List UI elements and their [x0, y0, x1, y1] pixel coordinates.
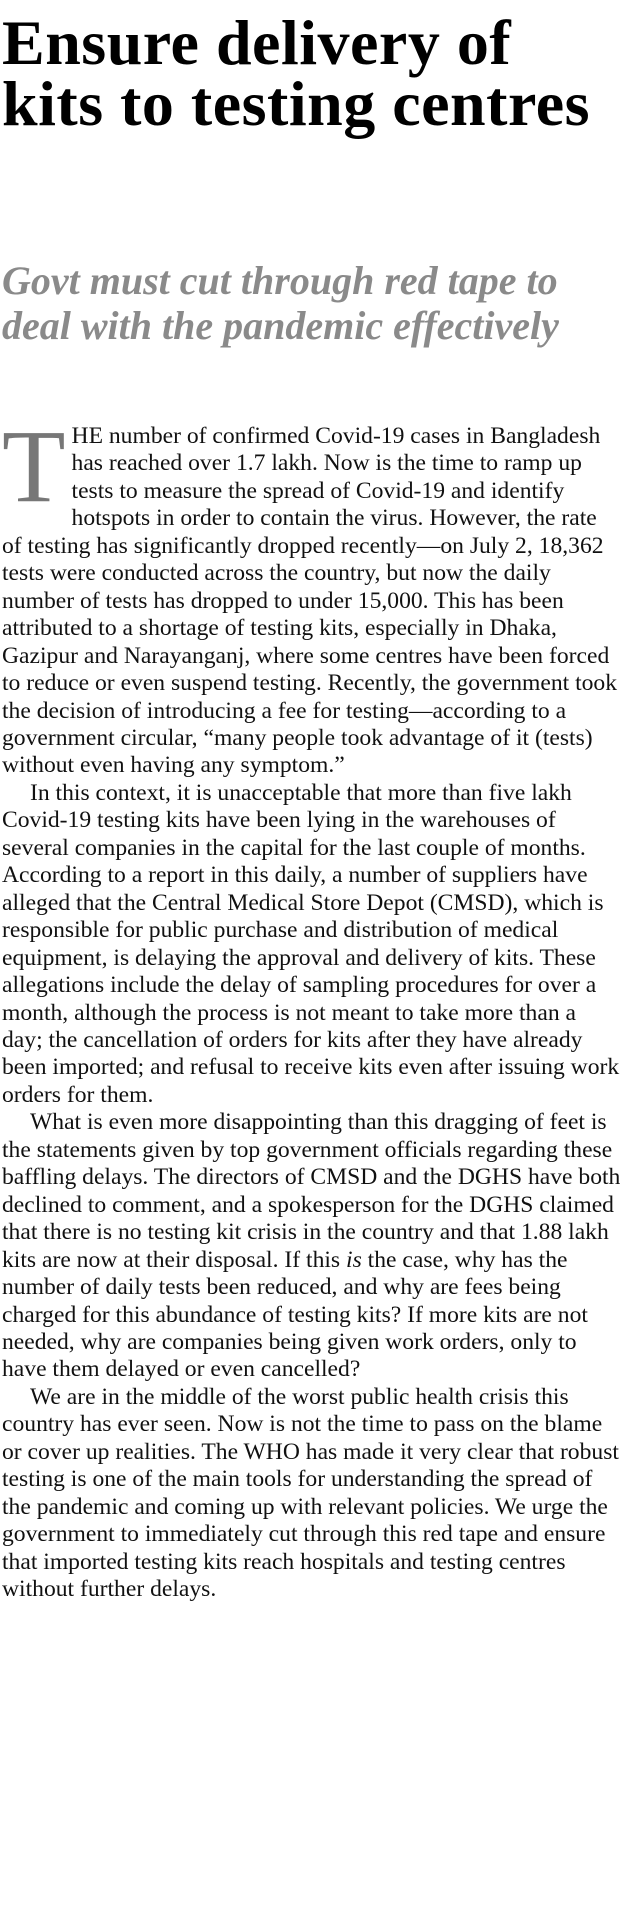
- drop-cap: T: [2, 409, 66, 524]
- article-body: [2, 409, 622, 1603]
- paragraph-3-text-a: What is even more disappointing than this dragging of feet is the statements given by top government officials regarding these baffling delays. The directors of CMSD and the DGHS have both declined to comment, and a spokesperson for the DGHS claimed that there is no testing kit crisis in the country and that 1.88 lakh kits are now at their disposal. If this: [2, 1109, 621, 1273]
- paragraph-3-emphasis: is: [346, 1246, 362, 1273]
- paragraph-3-text-b: the case, why has the number of daily tests been reduced, and why are fees being charged for this abundance of testing kits? If more kits are not needed, why are companies being given work orders, only to have them delayed or even cancelled?: [2, 1246, 588, 1383]
- subheadline: Govt must cut through red tape to deal with the pandemic effectively: [2, 258, 559, 348]
- paragraph-1: [2, 409, 622, 780]
- paragraph-2: In this context, it is unacceptable that more than five lakh Covid-19 testing kits have been lying in the warehouses of several companies in the capital for the last couple of months. According to a report in this daily, a number of suppliers have alleged that the Central Medical Store Depot (CMSD), which is responsible for public purchase and distribution of medical equipment, is delaying the approval and delivery of kits. These allegations include the delay of sampling procedures for over a month, although the process is not meant to take more than a day; the cancellation of orders for kits after they have already been imported; and refusal to receive kits even after issuing work orders for them.: [2, 779, 620, 1108]
- paragraph-4: We are in the middle of the worst public health crisis this country has ever seen. Now is not the time to pass on the blame or cover up realities. The WHO has made it very clear that robust testing is one of the main tools for understanding the spread of the pandemic and coming up with relevant policies. We urge the government to immediately cut through this red tape and ensure that imported testing kits reach hospitals and testing centres without further delays.: [2, 1383, 619, 1603]
- headline: Ensure delivery of kits to testing centres: [2, 7, 590, 139]
- paragraph-1-text: HE number of confirmed Covid-19 cases in Bangladesh has reached over 1.7 lakh. Now is the time to ramp up tests to measure the spread of Covid-19 and identify hotspots in order to contain the virus. However, the rate of testing has significantly dropped recently—on July 2, 18,362 tests were conducted across the country, but now the daily number of tests has dropped to under 15,000. This has been attributed to a shortage of testing kits, especially in Dhaka, Gazipur and Narayanganj, where some centres have been forced to reduce or even suspend testing. Recently, the government took the decision of introducing a fee for testing—according to a government circular, “many people took advantage of it (tests) without even having any symptom.”: [2, 423, 618, 779]
- paragraph-3: [2, 1109, 622, 1384]
